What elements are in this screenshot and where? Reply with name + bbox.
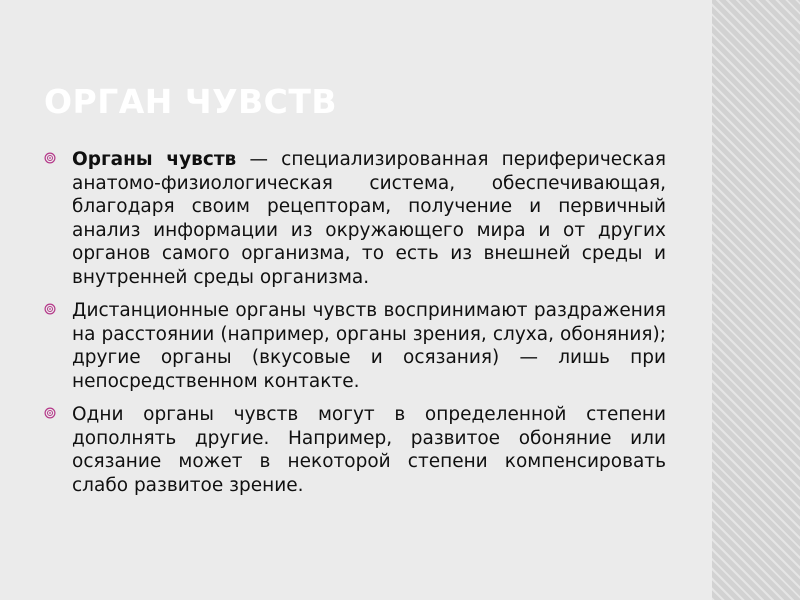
bullet-list [72, 148, 666, 507]
bullet-text-3: Одни органы чувств могут в определенной степени дополнять другие. Например, развитое обоняние или осязание может в некоторой степени компенсировать слабо развитое зрение. [72, 404, 666, 496]
bullet-item-3 [72, 403, 666, 497]
bullet-text-2: Дистанционные органы чувств воспринимают раздражения на расстоянии (например, органы зрения, слуха, обоняния); другие органы (вкусовые и осязания) — лишь при непосредственном контакте. [72, 300, 666, 392]
decorative-side-band [712, 0, 800, 600]
ornate-bullet-icon [44, 152, 56, 164]
bullet-lead-term: Органы чувств [72, 149, 237, 170]
bullet-item-2 [72, 299, 666, 393]
bullet-text-1 [72, 149, 666, 288]
bullet-item-1 [72, 148, 666, 289]
bullet-body-1: — специализированная периферическая анатомо-физиологическая система, обеспечивающая, благодаря своим рецепторам, получение и первичный анализ информации из окружающего мира и от других органов самого организма, то есть из внешней среды и внутренней среды организма. [72, 149, 666, 288]
ornate-bullet-icon [44, 303, 56, 315]
ornate-bullet-icon [44, 407, 56, 419]
slide-title: ОРГАН ЧУВСТВ [44, 82, 338, 121]
